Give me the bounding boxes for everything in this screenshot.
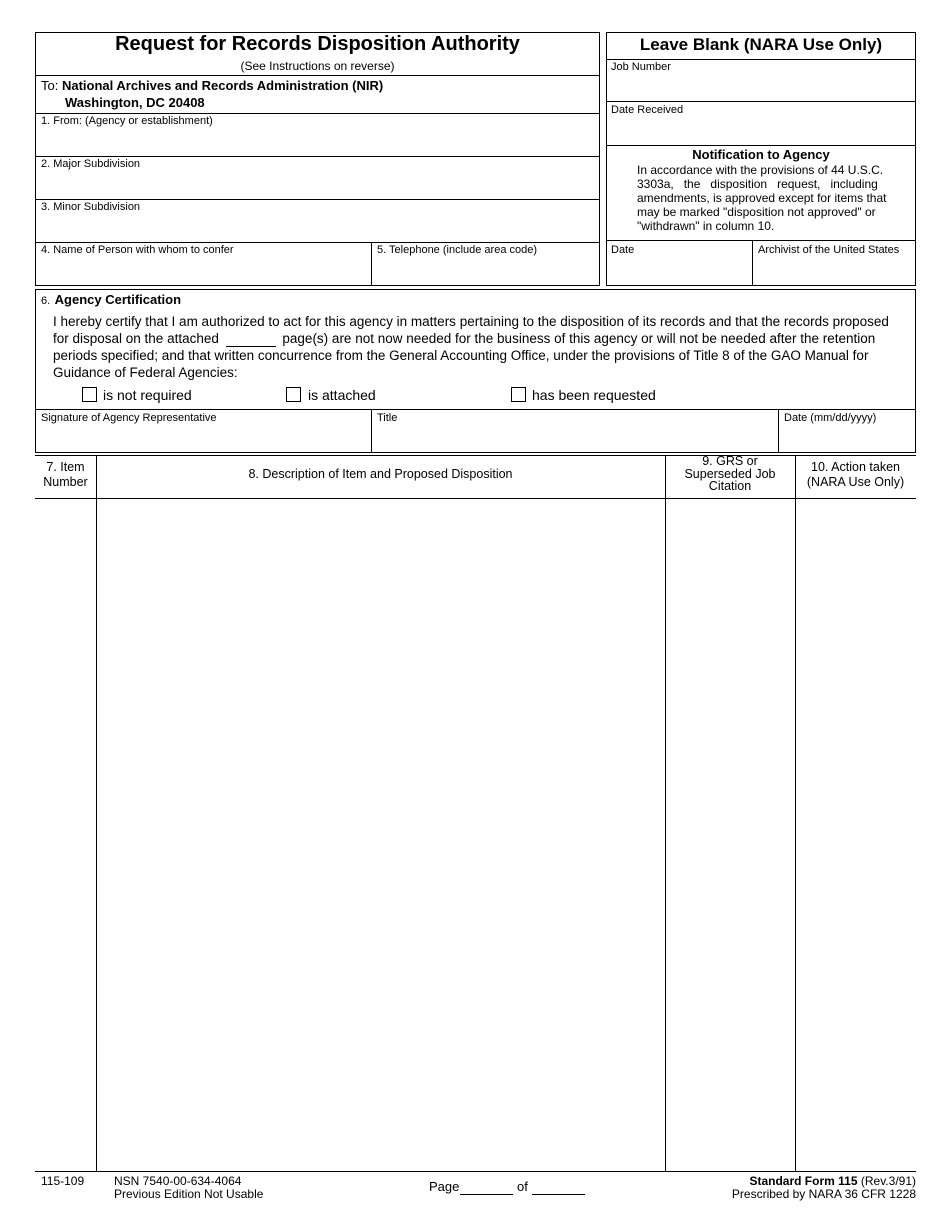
- form-title: Request for Records Disposition Authority: [115, 33, 520, 55]
- certification-text-line: Guidance of Federal Agencies:: [53, 365, 238, 380]
- divider: [35, 113, 600, 114]
- archivist-signature-field[interactable]: [753, 258, 915, 284]
- standard-form-id: [749, 1174, 916, 1188]
- to-prefix: To:: [41, 78, 59, 93]
- certification-text-part: page(s) are not now needed for the business of this agency or will not be needed after the retention: [282, 331, 876, 346]
- certification-text-line: I hereby certify that I am authorized to act for this agency in matters pertaining to the disposition of its records and that the records proposed: [53, 314, 889, 329]
- table-header-bottom-border: [35, 498, 916, 499]
- description-area[interactable]: [98, 500, 668, 1173]
- header-line: 10. Action taken: [811, 460, 900, 474]
- certification-text-line: [53, 331, 875, 347]
- major-subdivision-label: 2. Major Subdivision: [41, 158, 141, 170]
- notification-text-line: may be marked "disposition not approved" or: [637, 205, 876, 219]
- item-number-area[interactable]: [37, 500, 99, 1173]
- header-line: 7. Item: [46, 460, 85, 474]
- divider: [35, 75, 600, 76]
- nara-box-title: Leave Blank (NARA Use Only): [639, 35, 883, 54]
- archivist-label: Archivist of the United States: [758, 244, 900, 256]
- requested-label: has been requested: [532, 387, 656, 403]
- divider: [606, 240, 916, 241]
- divider: [35, 156, 600, 157]
- to-agency: National Archives and Records Administration (NIR): [61, 78, 384, 93]
- grs-citation-area[interactable]: [667, 500, 798, 1173]
- certification-number: 6.: [41, 295, 51, 307]
- certification-text-line: periods specified; and that written concurrence from the General Accounting Office, under the provisions of Title 8 of the GAO Manual for: [53, 348, 869, 363]
- to-city: Washington, DC 20408: [65, 95, 205, 110]
- of-label: of: [517, 1179, 528, 1194]
- form-revision: (Rev.3/91): [860, 1174, 916, 1188]
- page-total-field[interactable]: [532, 1180, 585, 1195]
- page-label: Page: [429, 1179, 460, 1194]
- from-agency-field[interactable]: [36, 129, 599, 155]
- notification-text-line: 3303a, the disposition request, including: [637, 177, 878, 191]
- requested-checkbox[interactable]: [511, 387, 526, 402]
- signature-label: Signature of Agency Representative: [41, 412, 217, 424]
- attached-label: is attached: [308, 387, 376, 403]
- job-number-label: Job Number: [611, 61, 671, 73]
- contact-person-field[interactable]: [36, 258, 370, 284]
- header-line: Citation: [708, 479, 752, 493]
- cert-date-label: Date (mm/dd/yyyy): [784, 412, 877, 424]
- divider: [35, 242, 600, 243]
- header-line: Number: [43, 475, 88, 489]
- certification-title: Agency Certification: [54, 292, 182, 307]
- certification-text-part: for disposal on the attached: [53, 331, 219, 346]
- header-line: 9. GRS or: [702, 454, 758, 468]
- standard-form-number: Standard Form 115: [749, 1174, 858, 1188]
- form-code: 115-109: [41, 1174, 85, 1188]
- minor-subdivision-label: 3. Minor Subdivision: [41, 201, 141, 213]
- col-grs-citation-header: [665, 455, 795, 493]
- action-taken-area[interactable]: [797, 500, 919, 1173]
- notification-text-line: "withdrawn" in column 10.: [637, 219, 775, 233]
- attached-pages-field[interactable]: [226, 332, 276, 347]
- header-line: Superseded Job: [684, 466, 776, 481]
- title-label: Title: [377, 412, 398, 424]
- from-agency-label: 1. From: (Agency or establishment): [41, 115, 213, 127]
- certification-heading: [41, 291, 181, 309]
- telephone-label: 5. Telephone (include area code): [377, 244, 538, 256]
- form-subtitle: (See Instructions on reverse): [240, 59, 395, 73]
- approval-date-label: Date: [611, 244, 635, 256]
- nsn-number: NSN 7540-00-634-4064: [114, 1174, 242, 1188]
- date-received-field[interactable]: [607, 118, 915, 143]
- approval-date-field[interactable]: [607, 258, 751, 284]
- notification-text-line: In accordance with the provisions of 44 U.S.C.: [637, 163, 884, 177]
- contact-person-label: 4. Name of Person with whom to confer: [41, 244, 234, 256]
- col-action-taken-header: [795, 460, 916, 490]
- not-required-checkbox[interactable]: [82, 387, 97, 402]
- minor-subdivision-field[interactable]: [36, 215, 599, 241]
- major-subdivision-field[interactable]: [36, 172, 599, 198]
- divider: [606, 59, 916, 60]
- divider: [606, 101, 916, 102]
- job-number-field[interactable]: [607, 75, 915, 100]
- header-line: (NARA Use Only): [806, 475, 905, 489]
- to-address: [41, 78, 383, 93]
- date-received-label: Date Received: [611, 104, 684, 116]
- not-required-label: is not required: [103, 387, 192, 403]
- prescribed-by: Prescribed by NARA 36 CFR 1228: [731, 1187, 916, 1201]
- page-number-field[interactable]: [460, 1180, 513, 1195]
- telephone-field[interactable]: [372, 258, 599, 284]
- attached-checkbox[interactable]: [286, 387, 301, 402]
- col-item-number-header: [35, 460, 96, 490]
- signature-field[interactable]: [36, 426, 370, 452]
- title-field[interactable]: [372, 426, 777, 452]
- col-description-header: 8. Description of Item and Proposed Disposition: [248, 467, 513, 481]
- previous-edition-note: Previous Edition Not Usable: [114, 1187, 264, 1201]
- divider: [35, 409, 916, 410]
- notification-text-line: amendments, is approved except for items that: [637, 191, 887, 205]
- notification-title: Notification to Agency: [692, 147, 830, 162]
- cert-date-field[interactable]: [779, 426, 915, 452]
- divider: [606, 145, 916, 146]
- divider: [35, 199, 600, 200]
